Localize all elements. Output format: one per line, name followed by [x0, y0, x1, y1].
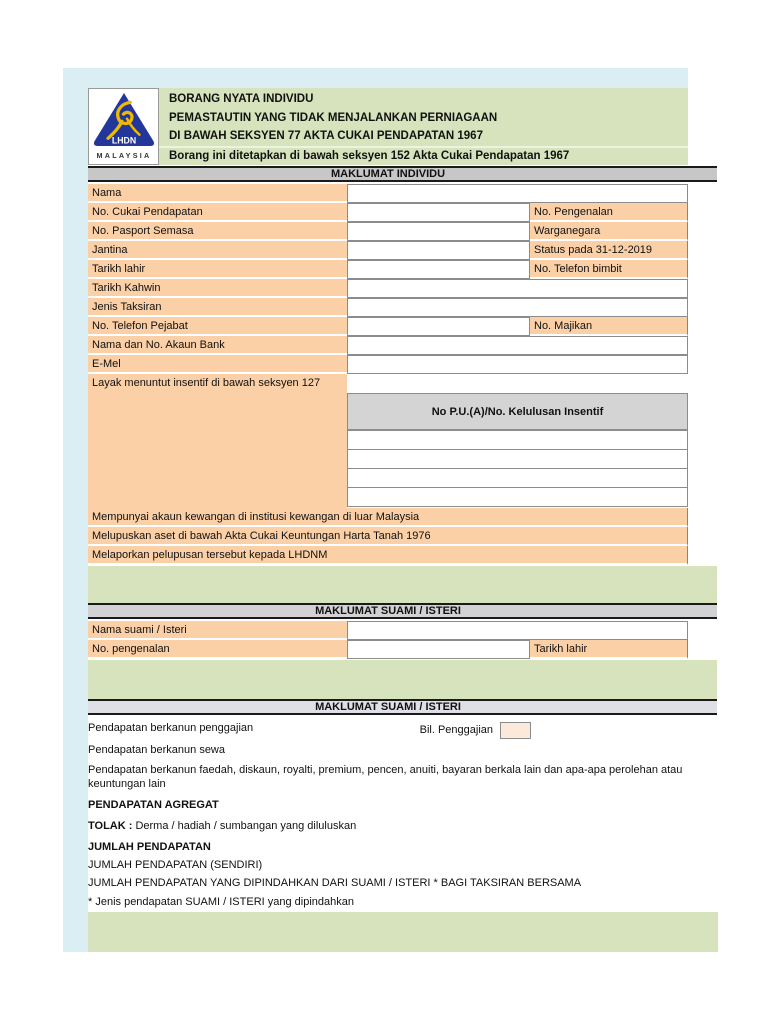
- no-pasport-input[interactable]: [347, 222, 530, 241]
- pu-approval-header: [347, 393, 688, 430]
- statement-row: Melaporkan pelupusan tersebut kepada LHDNM: [88, 546, 688, 565]
- svg-text:MALAYSIA: MALAYSIA: [96, 150, 151, 160]
- table-row: [88, 241, 688, 260]
- table-row: [88, 184, 688, 203]
- no-telefon-pejabat-input[interactable]: [347, 317, 530, 336]
- section-header-suami-isteri: [88, 603, 717, 619]
- table-row: [88, 298, 688, 317]
- nama-input[interactable]: [347, 184, 688, 203]
- form-header: [88, 88, 688, 165]
- salary-label: Pendapatan berkanun penggajian: [88, 722, 254, 734]
- row-right-label: No. Majikan: [530, 317, 688, 336]
- total-income-transfer-row: JUMLAH PENDAPATAN YANG DIPINDAHKAN DARI SUAMI / ISTERI * BAGI TAKSIRAN BERSAMA: [88, 877, 582, 889]
- spouse-table: [88, 621, 688, 659]
- pu-approval-inputs: [347, 430, 688, 507]
- row-label: Tarikh Kahwin: [88, 279, 347, 298]
- separator-band: [88, 660, 717, 699]
- row-label: E-Mel: [88, 355, 347, 374]
- row-label: Tarikh lahir: [88, 260, 347, 279]
- row-right-label: No. Telefon bimbit: [530, 260, 688, 279]
- jenis-taksiran-input[interactable]: [347, 298, 688, 317]
- row-right-label: Status pada 31-12-2019: [530, 241, 688, 260]
- pu-approval-title: No P.U.(A)/No. Kelulusan Insentif: [431, 405, 604, 418]
- emel-input[interactable]: [347, 355, 688, 374]
- table-row: [88, 260, 688, 279]
- row-label: No. Cukai Pendapatan: [88, 203, 347, 222]
- aggregate-income-row: PENDAPATAN AGREGAT: [88, 799, 219, 811]
- statutory-salary-row: [88, 722, 688, 739]
- separator-band: [88, 912, 718, 952]
- deduction-row: [88, 820, 696, 832]
- section-title: MAKLUMAT SUAMI / ISTERI: [315, 701, 461, 713]
- form-title-line-2: PEMASTAUTIN YANG TIDAK MENJALANKAN PERNIAGAAN: [169, 112, 498, 124]
- akaun-bank-input[interactable]: [347, 336, 688, 355]
- incentive-label-cell: [88, 374, 347, 508]
- row-right-label: Tarikh lahir: [530, 640, 688, 659]
- jantina-input[interactable]: [347, 241, 530, 260]
- row-right-label: Warganegara: [530, 222, 688, 241]
- row-right-label: No. Pengenalan: [530, 203, 688, 222]
- table-row: [88, 203, 688, 222]
- frame-strip-top: [63, 68, 688, 88]
- bil-penggajian-input[interactable]: [500, 722, 531, 739]
- table-row: [88, 317, 688, 336]
- separator-band: [88, 566, 717, 603]
- table-row: [88, 355, 688, 374]
- row-label: Jenis Taksiran: [88, 298, 347, 317]
- insentif-row-4-input[interactable]: [347, 487, 688, 507]
- insentif-row-3-input[interactable]: [347, 468, 688, 488]
- form-title-line-1: BORANG NYATA INDIVIDU: [169, 93, 314, 105]
- section-title: MAKLUMAT SUAMI / ISTERI: [315, 605, 461, 617]
- tarikh-kahwin-input[interactable]: [347, 279, 688, 298]
- header-divider: [159, 146, 688, 148]
- row-label: No. pengenalan: [88, 640, 347, 659]
- section-header-pendapatan: [88, 699, 717, 715]
- form-title-line-4: Borang ini ditetapkan di bawah seksyen 152 Akta Cukai Pendapatan 1967: [169, 150, 570, 162]
- table-row: [88, 222, 688, 241]
- table-row: [88, 640, 688, 659]
- table-row: [88, 279, 688, 298]
- no-pengenalan-suami-input[interactable]: [347, 640, 530, 659]
- lhdn-logo: [88, 88, 159, 165]
- statutory-rent-row: Pendapatan berkanun sewa: [88, 744, 225, 756]
- frame-strip-left: [63, 88, 88, 952]
- lhdn-logo-icon: [91, 91, 157, 163]
- section-title: MAKLUMAT INDIVIDU: [330, 168, 446, 180]
- statutory-interest-row: Pendapatan berkanun faedah, diskaun, royalti, premium, pencen, anuiti, bayaran berkala lain dan apa-apa perolehan atau keuntungan lain: [88, 764, 683, 790]
- row-label: Nama suami / Isteri: [88, 621, 347, 640]
- total-income-self-row: JUMLAH PENDAPATAN (SENDIRI): [88, 859, 263, 871]
- row-label: No. Pasport Semasa: [88, 222, 347, 241]
- insentif-row-2-input[interactable]: [347, 449, 688, 469]
- individual-table: [88, 184, 688, 374]
- table-row: [88, 336, 688, 355]
- tarikh-lahir-input[interactable]: [347, 260, 530, 279]
- nama-suami-isteri-input[interactable]: [347, 621, 688, 640]
- transfer-note-row: * Jenis pendapatan SUAMI / ISTERI yang dipindahkan: [88, 896, 354, 908]
- row-label: Nama dan No. Akaun Bank: [88, 336, 347, 355]
- no-cukai-pendapatan-input[interactable]: [347, 203, 530, 222]
- incentive-label: Layak menuntut insentif di bawah seksyen 127: [92, 377, 321, 389]
- svg-text:LHDN: LHDN: [111, 134, 136, 145]
- declaration-rows: [88, 508, 688, 565]
- form-title-line-3: DI BAWAH SEKSYEN 77 AKTA CUKAI PENDAPATAN 1967: [169, 130, 483, 142]
- row-label: Jantina: [88, 241, 347, 260]
- row-label: No. Telefon Pejabat: [88, 317, 347, 336]
- tolak-detail: Derma / hadiah / sumbangan yang diluluskan: [132, 820, 357, 832]
- insentif-row-1-input[interactable]: [347, 430, 688, 450]
- bil-penggajian-label: Bil. Penggajian: [419, 724, 493, 736]
- statement-row: Melupuskan aset di bawah Akta Cukai Keuntungan Harta Tanah 1976: [88, 527, 688, 546]
- statement-row: Mempunyai akaun kewangan di institusi kewangan di luar Malaysia: [88, 508, 688, 527]
- row-label: Nama: [88, 184, 347, 203]
- section-header-individu: [88, 166, 717, 182]
- tolak-label: TOLAK :: [88, 820, 133, 832]
- total-income-row: JUMLAH PENDAPATAN: [88, 841, 211, 853]
- table-row: [88, 621, 688, 640]
